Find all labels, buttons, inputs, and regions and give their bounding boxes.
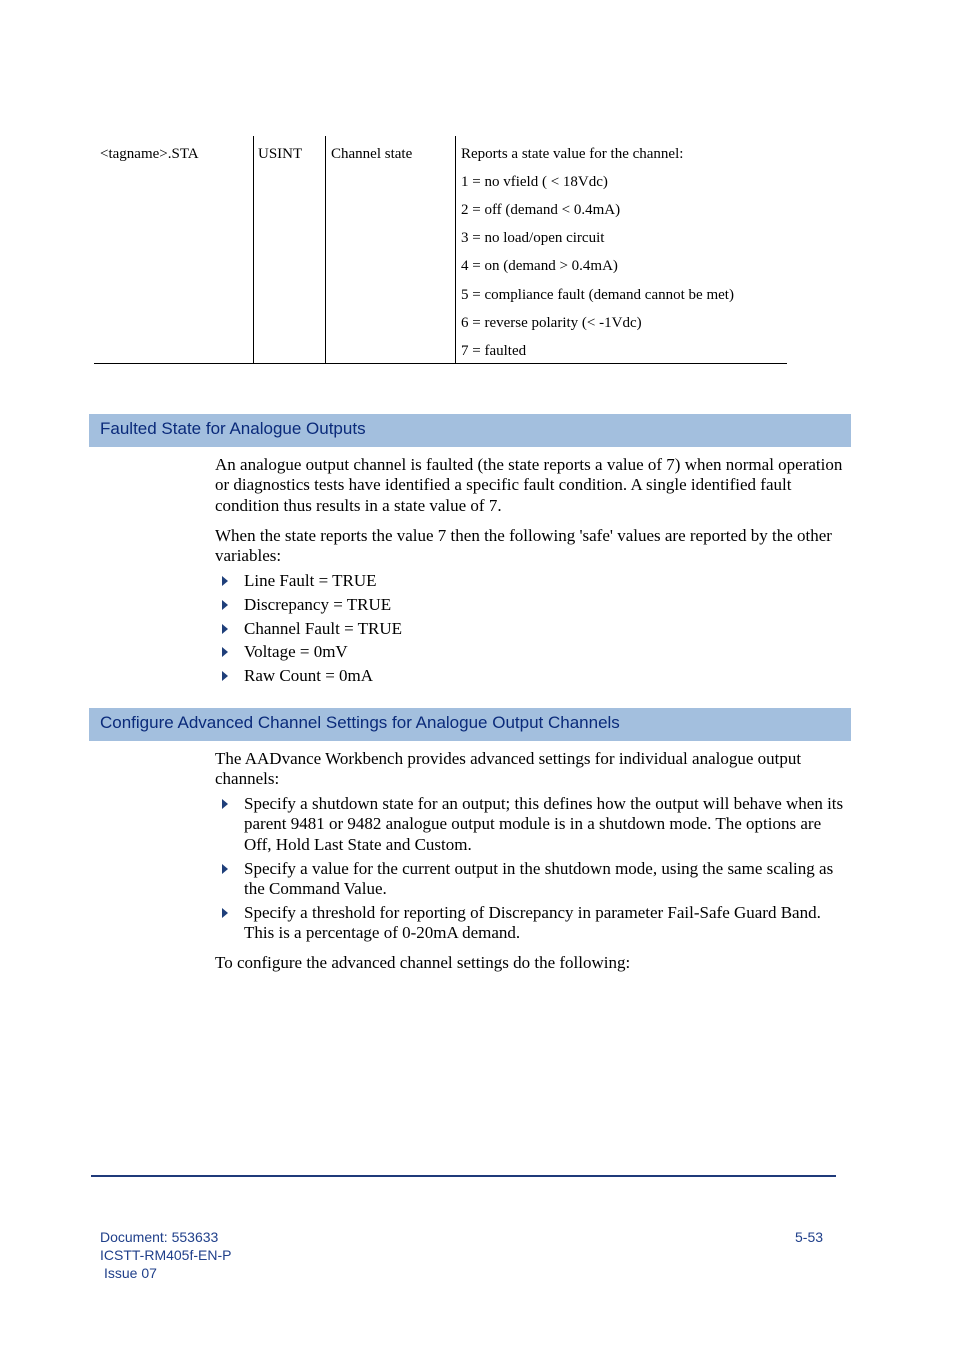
bullet-arrow-icon — [222, 624, 228, 634]
table-column-divider — [325, 136, 326, 363]
footer-document-code: ICSTT-RM405f-EN-P — [100, 1247, 232, 1263]
paragraph: When the state reports the value 7 then the following 'safe' values are reported by the other variables: — [215, 526, 832, 566]
footer-page-number: 5-53 — [795, 1229, 824, 1245]
table-description-line: 2 = off (demand < 0.4mA) — [461, 202, 621, 218]
footer-issue: Issue 07 — [104, 1265, 157, 1281]
list-item-text: Discrepancy = TRUE — [244, 595, 392, 614]
table-description-line: Reports a state value for the channel: — [461, 146, 684, 162]
paragraph: An analogue output channel is faulted (the state reports a value of 7) when normal operation or diagnostics tests have identified a specific fault condition. A single identified fault condition thus results in a state value of 7. — [215, 455, 843, 515]
bullet-arrow-icon — [222, 671, 228, 681]
bullet-arrow-icon — [222, 647, 228, 657]
table-cell-name: Channel state — [331, 146, 413, 162]
bullet-arrow-icon — [222, 600, 228, 610]
list-item-text: Specify a value for the current output in the shutdown mode, using the same scaling as the Command Value. — [244, 859, 834, 899]
list-item-text: Specify a threshold for reporting of Discrepancy in parameter Fail-Safe Guard Band. This is a percentage of 0-20mA demand. — [244, 903, 821, 943]
footer-document-number: Document: 553633 — [100, 1229, 219, 1245]
table-description-line: 5 = compliance fault (demand cannot be met) — [461, 287, 734, 303]
table-description-line: 7 = faulted — [461, 343, 527, 359]
table-cell-type: USINT — [258, 146, 303, 162]
channel-state-table — [94, 136, 787, 364]
bullet-arrow-icon — [222, 908, 228, 918]
paragraph: To configure the advanced channel settings do the following: — [215, 953, 631, 972]
table-description-line: 6 = reverse polarity (< -1Vdc) — [461, 315, 642, 331]
table-description-line: 4 = on (demand > 0.4mA) — [461, 258, 618, 274]
table-cell-tag: <tagname>.STA — [100, 146, 199, 162]
list-item-text: Raw Count = 0mA — [244, 666, 374, 685]
bullet-arrow-icon — [222, 799, 228, 809]
bullet-arrow-icon — [222, 576, 228, 586]
footer-rule — [91, 1175, 836, 1177]
section-heading-faulted-state — [89, 414, 851, 447]
list-item-text: Line Fault = TRUE — [244, 571, 377, 590]
section-title: Faulted State for Analogue Outputs — [100, 419, 366, 438]
table-column-divider — [253, 136, 254, 363]
list-item-text: Specify a shutdown state for an output; this defines how the output will behave when its parent 9481 or 9482 analogue output module is in a shutdown mode. The options are Off, Hold Last State and Custom. — [244, 794, 844, 854]
table-description-line: 3 = no load/open circuit — [461, 230, 605, 246]
section-heading-advanced-settings — [89, 708, 851, 741]
bullet-arrow-icon — [222, 864, 228, 874]
list-item-text: Voltage = 0mV — [244, 642, 348, 661]
table-description-line: 1 = no vfield ( < 18Vdc) — [461, 174, 608, 190]
list-item-text: Channel Fault = TRUE — [244, 619, 403, 638]
paragraph: The AADvance Workbench provides advanced settings for individual analogue output channels: — [215, 749, 802, 789]
table-column-divider — [455, 136, 456, 363]
section-title: Configure Advanced Channel Settings for Analogue Output Channels — [100, 713, 620, 732]
